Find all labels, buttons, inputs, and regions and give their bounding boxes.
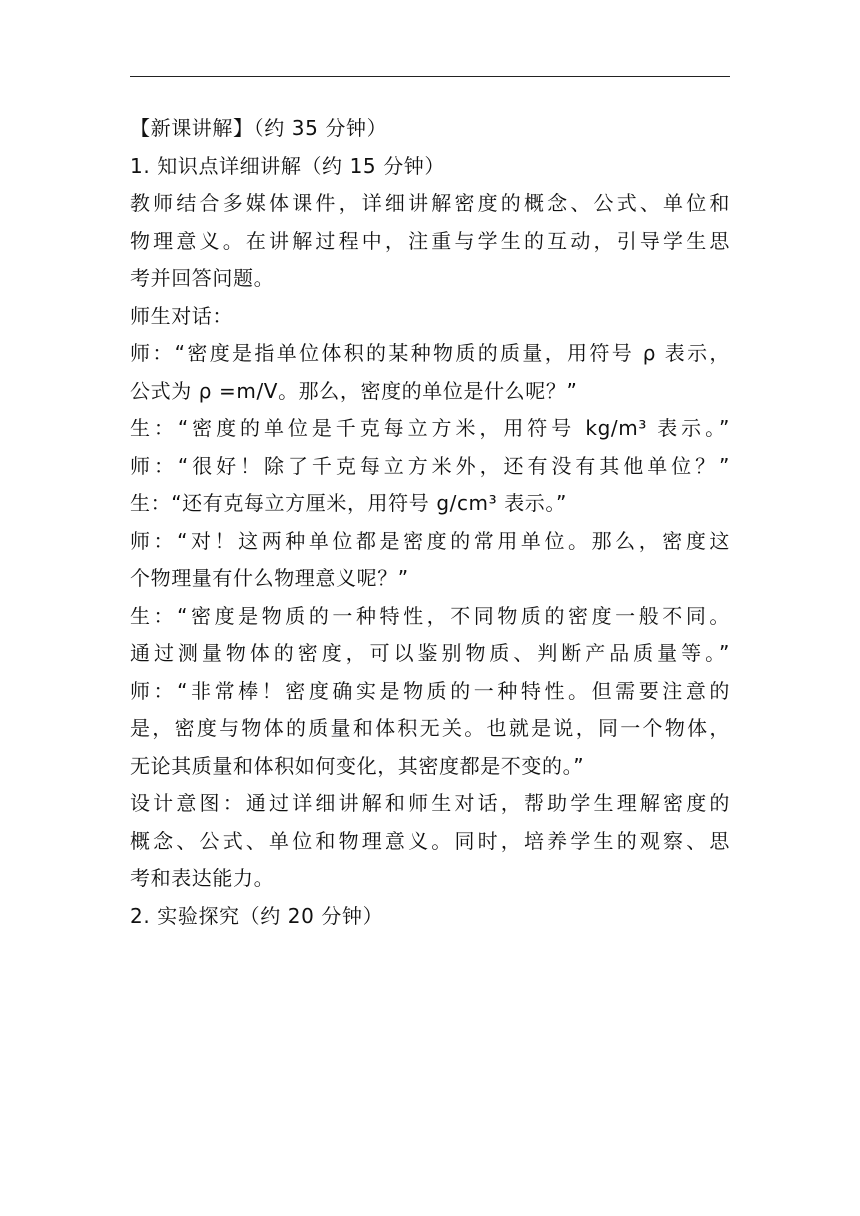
subsection-heading-1: 1. 知识点详细讲解（约 15 分钟） bbox=[130, 153, 446, 178]
design-intent-line: 设计意图：通过详细讲解和师生对话，帮助学生理解密度的 bbox=[130, 791, 730, 815]
header-rule bbox=[130, 76, 730, 77]
dialogue-line: 生：“还有克每立方厘米，用符号 g/cm³ 表示。” bbox=[130, 491, 567, 515]
dialogue-line: 师：“密度是指单位体积的某种物质的质量，用符号 ρ 表示， bbox=[130, 341, 730, 365]
design-intent-line: 考和表达能力。 bbox=[130, 866, 275, 890]
paragraph-line: 物理意义。在讲解过程中，注重与学生的互动，引导学生思 bbox=[130, 228, 730, 253]
dialogue-line: 公式为 ρ =m/V。那么，密度的单位是什么呢？” bbox=[130, 378, 578, 403]
paragraph-line: 教师结合多媒体课件，详细讲解密度的概念、公式、单位和 bbox=[130, 191, 730, 215]
dialogue-line: 通过测量物体的密度，可以鉴别物质、判断产品质量等。” bbox=[130, 641, 730, 665]
dialogue-line: 无论其质量和体积如何变化，其密度都是不变的。” bbox=[130, 753, 585, 778]
design-intent-line: 概念、公式、单位和物理意义。同时，培养学生的观察、思 bbox=[130, 828, 730, 853]
paragraph-line: 考并回答问题。 bbox=[130, 266, 275, 290]
dialogue-line: 是，密度与物体的质量和体积无关。也就是说，同一个物体， bbox=[130, 716, 730, 740]
document-body bbox=[130, 110, 730, 935]
section-title: 【新课讲解】（约 35 分钟） bbox=[130, 116, 388, 140]
dialogue-line: 师：“非常棒！密度确实是物质的一种特性。但需要注意的 bbox=[130, 678, 730, 703]
subsection-heading-2: 2. 实验探究（约 20 分钟） bbox=[130, 903, 384, 928]
dialogue-line: 生：“密度的单位是千克每立方米，用符号 kg/m³ 表示。” bbox=[130, 416, 730, 440]
dialogue-line: 师：“对！这两种单位都是密度的常用单位。那么，密度这 bbox=[130, 528, 730, 553]
dialogue-line: 生：“密度是物质的一种特性，不同物质的密度一般不同。 bbox=[130, 603, 730, 628]
dialogue-heading: 师生对话： bbox=[130, 303, 233, 328]
dialogue-line: 个物理量有什么物理意义呢？” bbox=[130, 566, 409, 590]
dialogue-line: 师：“很好！除了千克每立方米外，还有没有其他单位？” bbox=[130, 453, 730, 478]
